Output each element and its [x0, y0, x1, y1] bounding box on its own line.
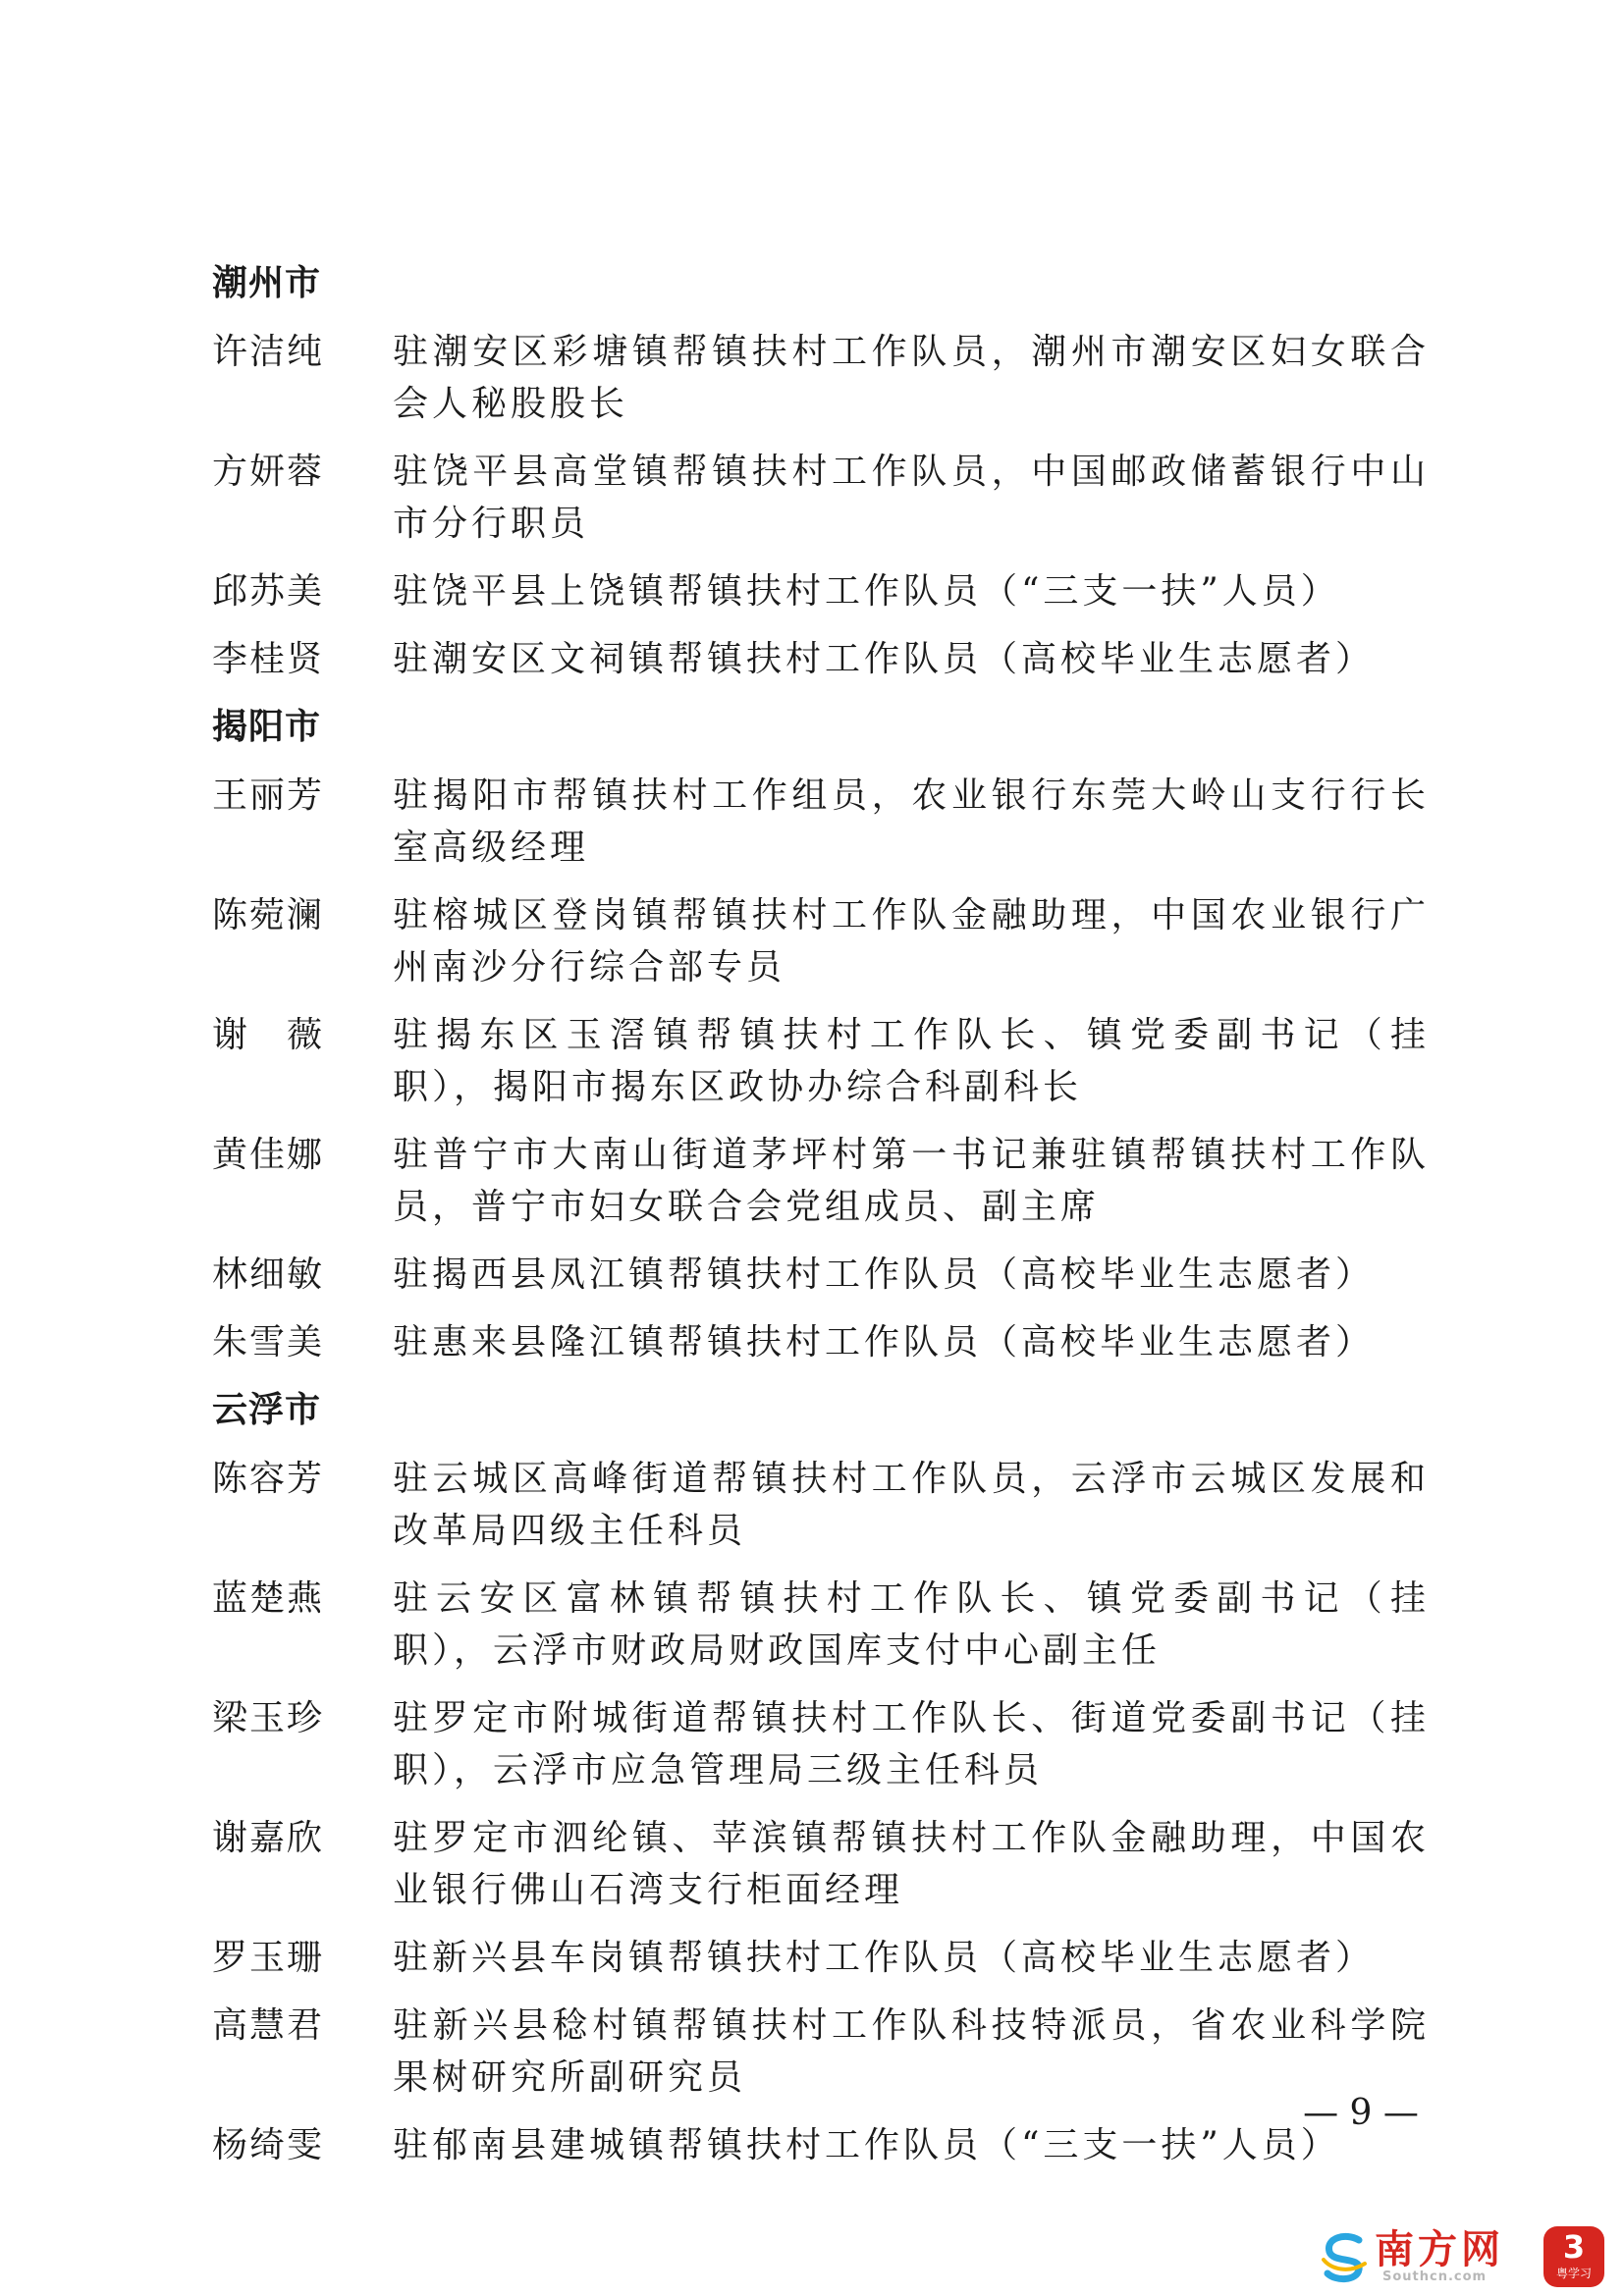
brand-name: 南方网: [1375, 2226, 1504, 2272]
person-name: 林细敏: [212, 1255, 325, 1295]
list-item: [212, 1129, 1430, 1233]
app-badge-label: 粤学习: [1555, 2267, 1592, 2280]
list-item: [212, 2000, 1430, 2104]
name-list: [212, 257, 1430, 2187]
person-description: 驻新兴县稔村镇帮镇扶村工作队科技特派员，省农业科学院果树研究所副研究员: [393, 2005, 1430, 2098]
person-description: 驻潮安区彩塘镇帮镇扶村工作队员，潮州市潮安区妇女联合会人秘股股长: [393, 332, 1430, 424]
list-item: [212, 446, 1430, 550]
list-item: [212, 326, 1430, 430]
list-item: [212, 1009, 1430, 1113]
list-item: [212, 2119, 1430, 2171]
person-name: 陈菀澜: [212, 895, 325, 935]
city-heading: 潮州市: [212, 263, 322, 303]
app-badge-icon: [1543, 2226, 1604, 2287]
person-description: 驻榕城区登岗镇帮镇扶村工作队金融助理，中国农业银行广州南沙分行综合部专员: [393, 895, 1430, 988]
list-item: [212, 565, 1430, 617]
section-chaozhou: [212, 257, 1430, 685]
list-item: [212, 1812, 1430, 1916]
person-description: 驻罗定市附城街道帮镇扶村工作队长、街道党委副书记（挂职），云浮市应急管理局三级主任科员: [393, 1698, 1430, 1790]
list-item: [212, 889, 1430, 993]
person-description: 驻新兴县车岗镇帮镇扶村工作队员（高校毕业生志愿者）: [393, 1938, 1376, 1978]
person-name: 邱苏美: [212, 571, 325, 612]
person-description: 驻揭东区玉滘镇帮镇扶村工作队长、镇党委副书记（挂职），揭阳市揭东区政协办综合科副科长: [393, 1015, 1430, 1107]
person-name: 高慧君: [212, 2005, 325, 2046]
person-name: 谢嘉欣: [212, 1818, 325, 1858]
list-item: [212, 1453, 1430, 1557]
list-item: [212, 770, 1430, 874]
person-name: 杨绮雯: [212, 2125, 325, 2165]
watermark-logo: [1316, 2226, 1610, 2291]
person-description: 驻饶平县上饶镇帮镇扶村工作队员（“三支一扶”人员）: [393, 571, 1340, 612]
list-item: [212, 1249, 1430, 1301]
person-name: 许洁纯: [212, 332, 325, 372]
list-item: [212, 1316, 1430, 1368]
person-description: 驻云安区富林镇帮镇扶村工作队长、镇党委副书记（挂职），云浮市财政局财政国库支付中心副主任: [393, 1578, 1430, 1671]
person-description: 驻揭西县凤江镇帮镇扶村工作队员（高校毕业生志愿者）: [393, 1255, 1376, 1295]
city-heading: 揭阳市: [212, 707, 322, 747]
person-description: 驻惠来县隆江镇帮镇扶村工作队员（高校毕业生志愿者）: [393, 1322, 1376, 1362]
person-name: 蓝楚燕: [212, 1578, 325, 1619]
person-description: 驻揭阳市帮镇扶村工作组员，农业银行东莞大岭山支行行长室高级经理: [393, 775, 1430, 868]
page-number: — 9 —: [1303, 2093, 1419, 2133]
person-name: 谢 薇: [212, 1015, 325, 1055]
person-name: 陈容芳: [212, 1459, 325, 1499]
person-description: 驻潮安区文祠镇帮镇扶村工作队员（高校毕业生志愿者）: [393, 639, 1376, 679]
list-item: [212, 1692, 1430, 1796]
person-description: 驻云城区高峰街道帮镇扶村工作队员，云浮市云城区发展和改革局四级主任科员: [393, 1459, 1430, 1551]
city-heading: 云浮市: [212, 1390, 322, 1430]
app-badge-number: 3: [1562, 2228, 1586, 2266]
person-name: 朱雪美: [212, 1322, 325, 1362]
southcn-logo-icon: [1316, 2230, 1375, 2285]
person-name: 李桂贤: [212, 639, 325, 679]
list-item: [212, 1573, 1430, 1677]
section-yunfu: [212, 1384, 1430, 2171]
list-item: [212, 1932, 1430, 1984]
person-name: 梁玉珍: [212, 1698, 325, 1738]
person-name: 罗玉珊: [212, 1938, 325, 1978]
list-item: [212, 633, 1430, 685]
brand-domain: Southcn.com: [1382, 2269, 1488, 2284]
person-description: 驻饶平县高堂镇帮镇扶村工作队员，中国邮政储蓄银行中山市分行职员: [393, 452, 1430, 544]
section-jieyang: [212, 701, 1430, 1368]
person-description: 驻普宁市大南山街道茅坪村第一书记兼驻镇帮镇扶村工作队员，普宁市妇女联合会党组成员、副主席: [393, 1135, 1430, 1227]
person-name: 王丽芳: [212, 775, 325, 816]
person-description: 驻郁南县建城镇帮镇扶村工作队员（“三支一扶”人员）: [393, 2125, 1340, 2165]
person-name: 方妍蓉: [212, 452, 325, 492]
person-description: 驻罗定市泗纶镇、苹滨镇帮镇扶村工作队金融助理，中国农业银行佛山石湾支行柜面经理: [393, 1818, 1430, 1910]
person-name: 黄佳娜: [212, 1135, 325, 1175]
